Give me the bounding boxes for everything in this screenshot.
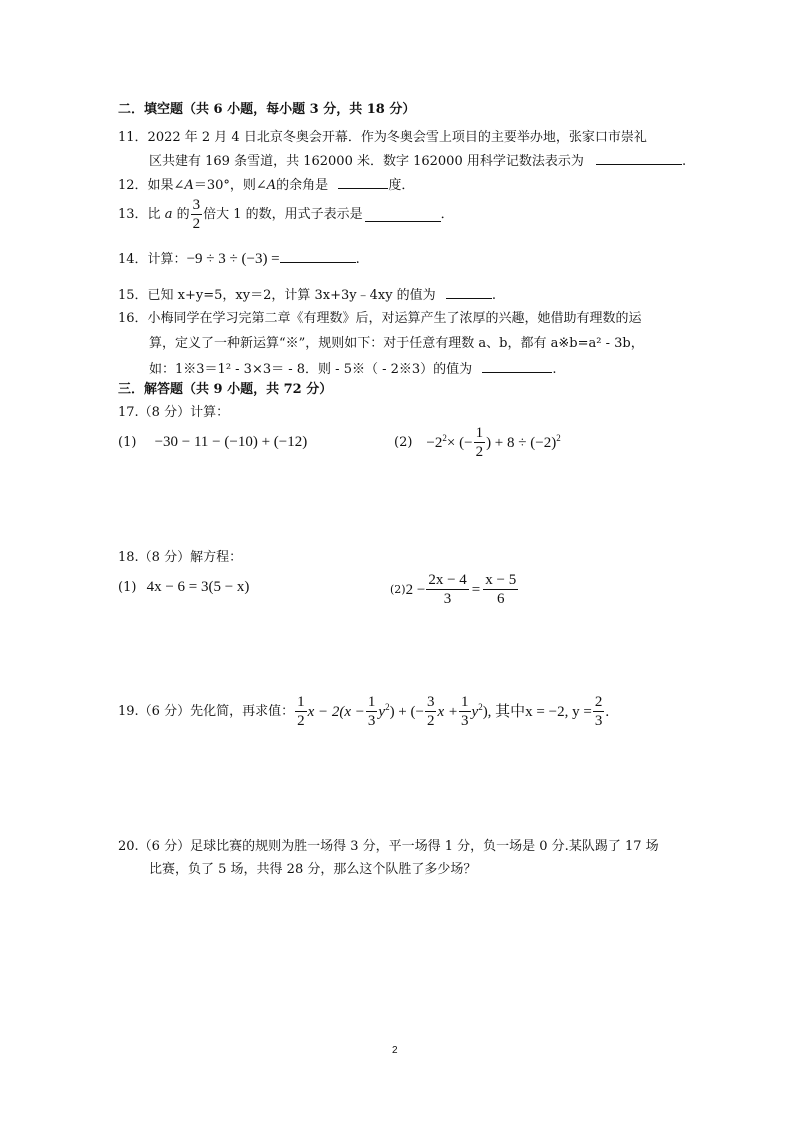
- question-18-fraction-2: [483, 572, 518, 607]
- fraction-denominator: 3: [594, 713, 603, 729]
- question-12-text-a: 如果∠: [147, 178, 185, 193]
- question-18-part-2: [390, 572, 519, 607]
- answer-blank-15[interactable]: [446, 285, 492, 299]
- question-12-text-b: ＝30°，则∠: [193, 178, 267, 193]
- expression-term: 2 −: [405, 581, 426, 598]
- fraction-numerator: 3: [192, 197, 201, 213]
- question-13-number: 13．: [118, 206, 148, 222]
- question-13-var: a: [164, 206, 173, 222]
- question-13-text-c: 倍大 1 的数，用式子表示是: [203, 206, 363, 222]
- question-13-text-a: 比: [147, 206, 161, 222]
- fraction-denominator: 3: [443, 591, 452, 607]
- answer-blank-11[interactable]: [596, 151, 682, 165]
- fraction-denominator: 3: [461, 713, 469, 729]
- question-14: [118, 249, 360, 269]
- fraction-numerator: 1: [475, 425, 484, 441]
- question-16-text-3: 如：1※3＝1² - 3×3＝ - 8．则 - 5※（ - 2※3）的值为: [149, 362, 473, 377]
- fraction: [295, 694, 307, 729]
- answer-blank-12[interactable]: [338, 175, 388, 189]
- expression-term: ) + (−: [389, 703, 424, 720]
- fraction-numerator: 2x − 4: [428, 572, 467, 588]
- question-16-line-1: [118, 310, 642, 328]
- question-18-title: 18.（8 分）解方程：: [118, 550, 243, 565]
- expression-term: ) + 8 ÷ (−2): [486, 434, 557, 451]
- exponent: 2: [385, 701, 390, 712]
- question-13-fraction: [191, 197, 203, 232]
- question-12-text-c: 的余角是: [276, 178, 329, 193]
- answer-blank-13[interactable]: [365, 208, 441, 222]
- expression-term: x +: [437, 703, 459, 720]
- question-17-title: 17.（8 分）计算：: [118, 405, 230, 420]
- exponent: 2: [442, 432, 447, 443]
- fraction-numerator: 1: [461, 694, 469, 710]
- fraction-numerator: x − 5: [485, 572, 517, 588]
- expression-term: y: [378, 703, 386, 720]
- question-12-var: A: [184, 178, 194, 193]
- question-16-text-1: 小梅同学在学习完第二章《有理数》后，对运算产生了浓厚的兴趣，她借助有理数的运: [147, 311, 642, 326]
- question-14-text-a: 计算：: [147, 252, 187, 267]
- fraction: [366, 694, 378, 729]
- question-15-number: 15．: [118, 288, 148, 303]
- question-19: [118, 694, 609, 729]
- question-11-line-1: [118, 129, 647, 147]
- question-12-var-2: A: [266, 178, 277, 193]
- exponent: 2: [556, 432, 561, 443]
- question-11-end: .: [682, 154, 687, 169]
- question-18-part-1: [118, 578, 249, 597]
- question-11-line-2: [149, 151, 686, 171]
- question-14-number: 14．: [118, 252, 148, 267]
- question-13-text-b: 的: [176, 206, 190, 222]
- answer-blank-14[interactable]: [280, 249, 356, 263]
- question-16-number: 16．: [118, 311, 148, 326]
- fraction: [593, 694, 605, 729]
- question-11-number: 11．: [118, 130, 148, 145]
- expression-term: −2: [426, 434, 443, 451]
- expression-term: .: [605, 703, 610, 720]
- question-11-text-1: 2022 年 2 月 4 日北京冬奥会开幕．作为冬奥会雪上项目的主要举办地，张家口市崇礼: [147, 130, 647, 145]
- fraction-denominator: 2: [192, 216, 201, 232]
- question-13: [118, 197, 454, 232]
- fraction-numerator: 1: [367, 694, 376, 710]
- expression-term: × (−: [446, 434, 473, 451]
- question-16-line-3: [149, 359, 556, 379]
- fraction-denominator: 2: [426, 713, 435, 729]
- section-3-heading: 三．解答题（共 9 小题，共 72 分）: [118, 382, 333, 397]
- fraction-denominator: 2: [475, 444, 484, 460]
- fraction-denominator: 3: [367, 713, 376, 729]
- fraction-denominator: 2: [297, 713, 305, 729]
- part-label: (2): [390, 582, 406, 596]
- question-16-line-2: 算，定义了一种新运算“※”，规则如下：对于任意有理数 a、b，都有 a※b=a² - 3b，: [149, 336, 644, 351]
- question-12: [118, 175, 414, 195]
- part-label: (1): [118, 435, 137, 450]
- question-13-end: ．: [440, 206, 454, 222]
- fraction: [425, 694, 437, 729]
- question-17-part-1: [118, 433, 307, 452]
- question-12-number: 12．: [118, 178, 148, 193]
- page-number: 2: [392, 1045, 398, 1056]
- question-20-line-2: 比赛，负了 5 场，共得 28 分，那么这个队胜了多少场？: [149, 862, 477, 877]
- exponent: 2: [478, 701, 483, 712]
- fraction: [459, 694, 471, 729]
- question-12-end: 度．: [388, 178, 415, 193]
- fraction-numerator: 1: [297, 694, 305, 710]
- question-17-fraction: [474, 425, 486, 460]
- question-15: [118, 285, 496, 305]
- question-15-end: .: [491, 288, 496, 303]
- question-19-title: 19.（6 分）先化简，再求值：: [118, 703, 295, 719]
- question-20-line-1: 20.（6 分）足球比赛的规则为胜一场得 3 分，平一场得 1 分，负一场是 0 分.某队踢了 17 场: [118, 839, 659, 854]
- question-17-expression-1: −30 − 11 − (−10) + (−12): [154, 434, 308, 450]
- expression-term: y: [471, 703, 479, 720]
- section-2-heading: 二．填空题（共 6 小题，每小题 3 分，共 18 分）: [118, 102, 416, 117]
- expression-term: ), 其中x = −2, y =: [482, 703, 592, 720]
- question-17-part-2: [394, 425, 561, 460]
- question-14-end: .: [355, 252, 360, 267]
- answer-blank-16[interactable]: [482, 359, 552, 373]
- question-18-equation-1: 4x − 6 = 3(5 − x): [146, 579, 250, 595]
- part-label: (2): [394, 434, 413, 450]
- expression-term: x − 2(x −: [307, 703, 365, 720]
- question-15-text: 已知 x+y=5，xy＝2，计算 3x+3y﹣4xy 的值为: [147, 288, 436, 303]
- question-11-text-2: 区共建有 169 条雪道，共 162000 米．数字 162000 用科学记数法表示为: [149, 154, 584, 169]
- fraction-numerator: 2: [594, 694, 603, 710]
- part-label: (1): [118, 580, 137, 595]
- question-16-end: .: [552, 362, 557, 377]
- fraction-numerator: 3: [426, 694, 435, 710]
- equals-sign: =: [471, 581, 481, 598]
- question-18-fraction-1: [426, 572, 468, 607]
- fraction-denominator: 6: [496, 591, 505, 607]
- question-14-expression: −9 ÷ 3 ÷ (−3) =: [186, 251, 280, 267]
